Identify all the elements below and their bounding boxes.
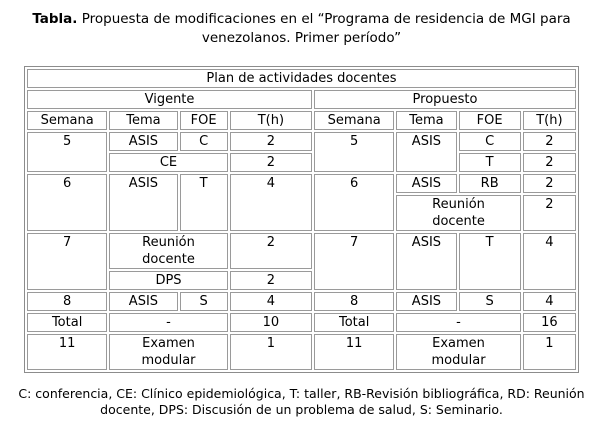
cell-tema-propuesto <box>396 195 520 231</box>
cell-th: 1 <box>230 334 312 370</box>
table-row <box>27 174 576 193</box>
cell-semana: 8 <box>27 292 107 311</box>
cell-th-propuesto: 1 <box>523 334 576 370</box>
cell-text-line: Examen <box>142 336 195 351</box>
cell-semana: 7 <box>27 233 107 290</box>
header-semana: Semana <box>27 111 107 130</box>
cell-semana-propuesto: 7 <box>314 233 394 290</box>
total-th: 10 <box>230 313 312 332</box>
cell-th: 2 <box>230 132 312 151</box>
cell-tema <box>109 233 227 269</box>
table-row <box>27 132 576 151</box>
cell-tema: CE <box>109 153 227 172</box>
cell-text-line: docente <box>142 252 195 267</box>
table-title: Plan de actividades docentes <box>27 69 576 88</box>
cell-tema: ASIS <box>109 174 177 231</box>
cell-foe-propuesto: S <box>459 292 521 311</box>
table-row <box>27 153 576 172</box>
cell-foe: C <box>180 132 228 151</box>
footnote-line-1: C: conferencia, CE: Clínico epidemiológica, T: taller, RB-Revisión bibliográfica, RD: Reunión <box>18 386 585 401</box>
cell-text-line: modular <box>431 353 486 368</box>
cell-foe-propuesto: RB <box>459 174 521 193</box>
total-th-propuesto: 16 <box>523 313 576 332</box>
caption-label: Tabla. <box>32 11 78 27</box>
cell-text-line: modular <box>141 353 196 368</box>
cell-text-line: Examen <box>432 336 485 351</box>
cell-th: 2 <box>230 153 312 172</box>
cell-th-propuesto: 4 <box>523 292 576 311</box>
total-label: Total <box>27 313 107 332</box>
cell-foe: S <box>180 292 228 311</box>
total-dash-propuesto: - <box>396 313 520 332</box>
cell-tema-propuesto: ASIS <box>396 292 456 311</box>
cell-tema-propuesto: ASIS <box>396 132 456 172</box>
table-row <box>27 334 576 370</box>
cell-th: 2 <box>230 271 312 290</box>
cell-foe-propuesto: T <box>459 153 521 172</box>
cell-semana-propuesto: 6 <box>314 174 394 231</box>
header-th: T(h) <box>230 111 312 130</box>
cell-foe-propuesto: C <box>459 132 521 151</box>
table-footnote <box>0 386 603 418</box>
header-tema-propuesto: Tema <box>396 111 456 130</box>
cell-tema <box>109 334 227 370</box>
cell-semana-propuesto: 11 <box>314 334 394 370</box>
cell-foe: T <box>180 174 228 231</box>
table-caption <box>0 10 603 48</box>
cell-th: 4 <box>230 292 312 311</box>
total-row <box>27 313 576 332</box>
header-row <box>27 111 576 130</box>
cell-semana: 11 <box>27 334 107 370</box>
header-th-propuesto: T(h) <box>523 111 576 130</box>
cell-th: 4 <box>230 174 312 231</box>
cell-semana: 5 <box>27 132 107 172</box>
header-foe-propuesto: FOE <box>459 111 521 130</box>
cell-th: 2 <box>230 233 312 269</box>
cell-th-propuesto: 2 <box>523 195 576 231</box>
table-row <box>27 292 576 311</box>
cell-text-line: docente <box>432 214 485 229</box>
cell-tema: DPS <box>109 271 227 290</box>
header-semana-propuesto: Semana <box>314 111 394 130</box>
cell-tema-propuesto: ASIS <box>396 233 456 290</box>
cell-text-line: Reunión <box>142 235 195 250</box>
header-foe: FOE <box>180 111 228 130</box>
cell-text-line: Reunión <box>432 197 485 212</box>
total-label-propuesto: Total <box>314 313 394 332</box>
group-vigente: Vigente <box>27 90 312 109</box>
cell-tema: ASIS <box>109 292 177 311</box>
group-propuesto: Propuesto <box>314 90 576 109</box>
cell-semana-propuesto: 5 <box>314 132 394 172</box>
cell-tema-propuesto: ASIS <box>396 174 456 193</box>
footnote-line-2: docente, DPS: Discusión de un problema de salud, S: Seminario. <box>100 402 503 417</box>
cell-th-propuesto: 2 <box>523 132 576 151</box>
header-tema: Tema <box>109 111 177 130</box>
cell-th-propuesto: 2 <box>523 174 576 193</box>
total-dash: - <box>109 313 227 332</box>
cell-semana: 6 <box>27 174 107 231</box>
caption-line-2: venezolanos. Primer período” <box>201 30 402 46</box>
cell-tema: ASIS <box>109 132 177 151</box>
table-row <box>27 233 576 269</box>
cell-foe-propuesto: T <box>459 233 521 290</box>
cell-tema-propuesto <box>396 334 520 370</box>
caption-line-1: Propuesta de modificaciones en el “Programa de residencia de MGI para <box>77 11 571 27</box>
cell-th-propuesto: 4 <box>523 233 576 290</box>
activities-table <box>24 66 579 373</box>
cell-th-propuesto: 2 <box>523 153 576 172</box>
cell-semana-propuesto: 8 <box>314 292 394 311</box>
